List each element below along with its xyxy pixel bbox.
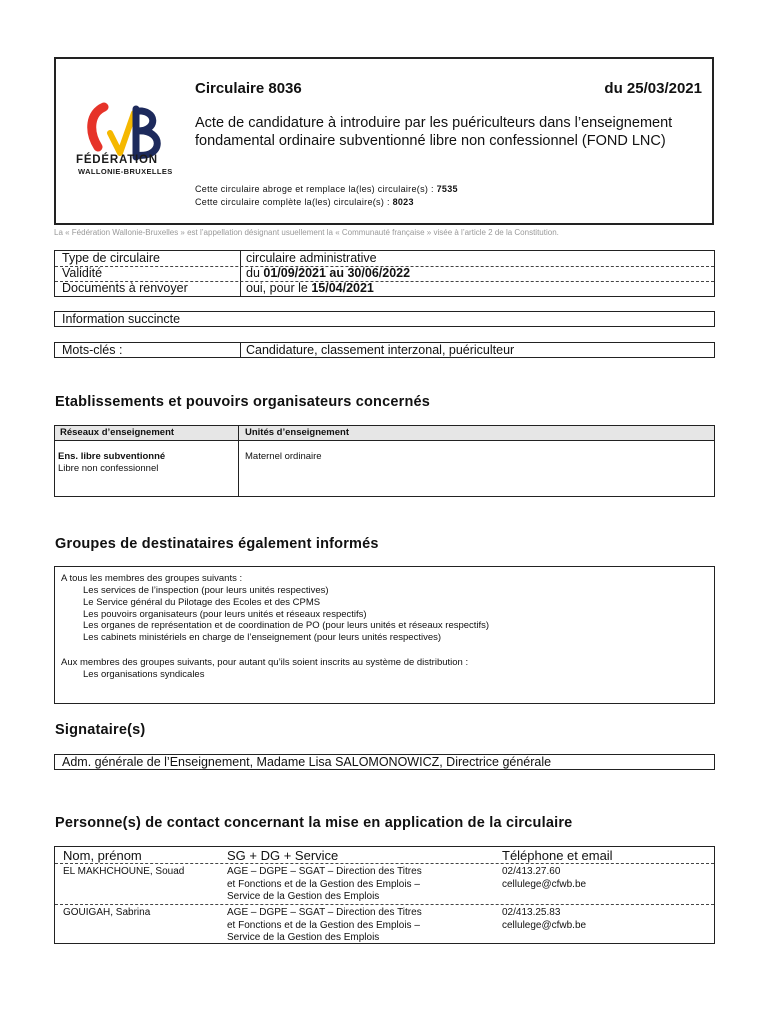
groupe-item: Les services de l’inspection (pour leurs unités respectives) — [83, 585, 329, 596]
info-table — [54, 250, 715, 297]
contact-heading: Personne(s) de contact concernant la mise en application de la circulaire — [55, 815, 573, 831]
contact-phone: 02/413.25.83 — [502, 907, 561, 918]
docs-date: 15/04/2021 — [311, 281, 374, 295]
abroge-value: 7535 — [436, 184, 458, 194]
groupe-item: Le Service général du Pilotage des Ecoles et des CPMS — [83, 596, 321, 608]
signataire-heading: Signataire(s) — [55, 722, 146, 738]
contact-phone: 02/413.27.60 — [502, 866, 561, 877]
groupe-item: Les pouvoirs organisateurs (pour leurs unités et réseaux respectifs) — [83, 608, 367, 620]
groupe-item: Les organes de représentation et de coordination de PO (pour leurs unités et réseaux respectifs) — [83, 620, 490, 632]
col-service-header: SG + DG + Service — [227, 848, 339, 863]
signataire-value: Adm. générale de l’Enseignement, Madame Lisa SALOMONOWICZ, Directrice générale — [62, 755, 552, 769]
keywords-divider — [240, 343, 241, 357]
keywords-label: Mots-clés : — [62, 343, 123, 357]
summary-label: Information succincte — [62, 312, 181, 326]
service-line: AGE – DGPE – SGAT – Direction des Titres — [227, 907, 422, 918]
complete-value: 8023 — [392, 197, 414, 207]
keywords-box — [54, 342, 715, 358]
docs-value — [246, 281, 374, 295]
abroge-line — [195, 184, 458, 194]
info-row-docs — [55, 281, 714, 296]
docs-prefix: oui, pour le — [246, 281, 312, 295]
validite-dates: 01/09/2021 au 30/06/2022 — [263, 266, 411, 280]
groupes-box — [54, 566, 715, 704]
logo-yellow-check — [110, 113, 134, 153]
summary-box — [54, 311, 715, 327]
contact-table — [54, 846, 715, 944]
col-phone-header: Téléphone et email — [502, 848, 613, 863]
contact-email[interactable]: cellulege@cfwb.be — [502, 878, 587, 890]
signataire-box — [54, 754, 715, 770]
etablissements-header-row — [55, 426, 714, 441]
logo-navy-b — [136, 109, 157, 157]
circular-number: Circulaire 8036 — [195, 80, 302, 97]
service-line: Service de la Gestion des Emplois — [227, 932, 380, 943]
info-row-validite — [55, 266, 714, 282]
keywords-value: Candidature, classement interzonal, puériculteur — [246, 343, 515, 357]
logo-text-wb: WALLONIE-BRUXELLES — [78, 167, 173, 176]
groupes-intro1: A tous les membres des groupes suivants : — [61, 573, 243, 584]
reseau-cell — [58, 451, 165, 475]
service-line: Service de la Gestion des Emplois — [227, 891, 380, 902]
unite-cell: Maternel ordinaire — [245, 451, 322, 462]
contact-phone-email — [502, 907, 586, 932]
complete-text: Cette circulaire complète la(les) circulaire(s) : — [195, 197, 393, 207]
contact-row — [55, 864, 714, 905]
abroge-text: Cette circulaire abroge et remplace la(les) circulaire(s) : — [195, 184, 437, 194]
groupe-item: Les organisations syndicales — [83, 669, 205, 680]
circular-title: Acte de candidature à introduire par les puériculteurs dans l’enseignement fondamental ordinaire subventionné libre non confessionnel (FOND LNC) — [195, 115, 673, 149]
validite-value — [246, 266, 410, 280]
reseau-sub: Libre non confessionnel — [58, 463, 159, 474]
logo-red-stroke — [92, 107, 104, 147]
service-line: AGE – DGPE – SGAT – Direction des Titres — [227, 866, 422, 877]
docs-label: Documents à renvoyer — [62, 281, 188, 295]
etablissements-heading: Etablissements et pouvoirs organisateurs concernés — [55, 394, 431, 410]
col-unites-header: Unités d’enseignement — [245, 427, 349, 438]
reseau-name: Ens. libre subventionné — [58, 451, 166, 462]
validite-label: Validité — [62, 266, 103, 280]
type-label: Type de circulaire — [62, 251, 160, 265]
fwb-note: La « Fédération Wallonie-Bruxelles » est l’appellation désignant usuellement la « Communauté française » visée à l’article 2 de la Constitution. — [54, 228, 559, 237]
contact-phone-email — [502, 866, 586, 891]
circular-date: du 25/03/2021 — [604, 80, 702, 97]
contact-header-row — [55, 847, 714, 864]
col-name-header: Nom, prénom — [63, 848, 142, 863]
service-line: et Fonctions et de la Gestion des Emplois – — [227, 919, 420, 931]
contact-name: GOUIGAH, Sabrina — [63, 907, 151, 918]
contact-email[interactable]: cellulege@cfwb.be — [502, 919, 587, 931]
validite-prefix: du — [246, 266, 264, 280]
etablissements-table — [54, 425, 715, 497]
groupes-intro2: Aux membres des groupes suivants, pour autant qu’ils soient inscrits au système de distribution : — [61, 657, 469, 668]
info-row-type — [55, 251, 714, 267]
groupes-list1 — [83, 585, 489, 644]
service-line: et Fonctions et de la Gestion des Emplois – — [227, 878, 420, 890]
type-value: circulaire administrative — [246, 251, 377, 265]
groupes-heading: Groupes de destinataires également informés — [55, 536, 379, 552]
contact-service — [227, 907, 422, 945]
contact-row — [55, 905, 714, 945]
etablissements-divider — [238, 426, 239, 496]
groupe-item: Les cabinets ministériels en charge de l’enseignement (pour leurs unités respectives) — [83, 632, 442, 644]
complete-line — [195, 197, 414, 207]
groupes-list2 — [83, 669, 204, 681]
col-reseaux-header: Réseaux d’enseignement — [60, 427, 175, 438]
contact-service — [227, 866, 422, 904]
contact-name: EL MAKHCHOUNE, Souad — [63, 866, 185, 877]
logo-text-federation: FÉDÉRATION — [76, 154, 158, 166]
